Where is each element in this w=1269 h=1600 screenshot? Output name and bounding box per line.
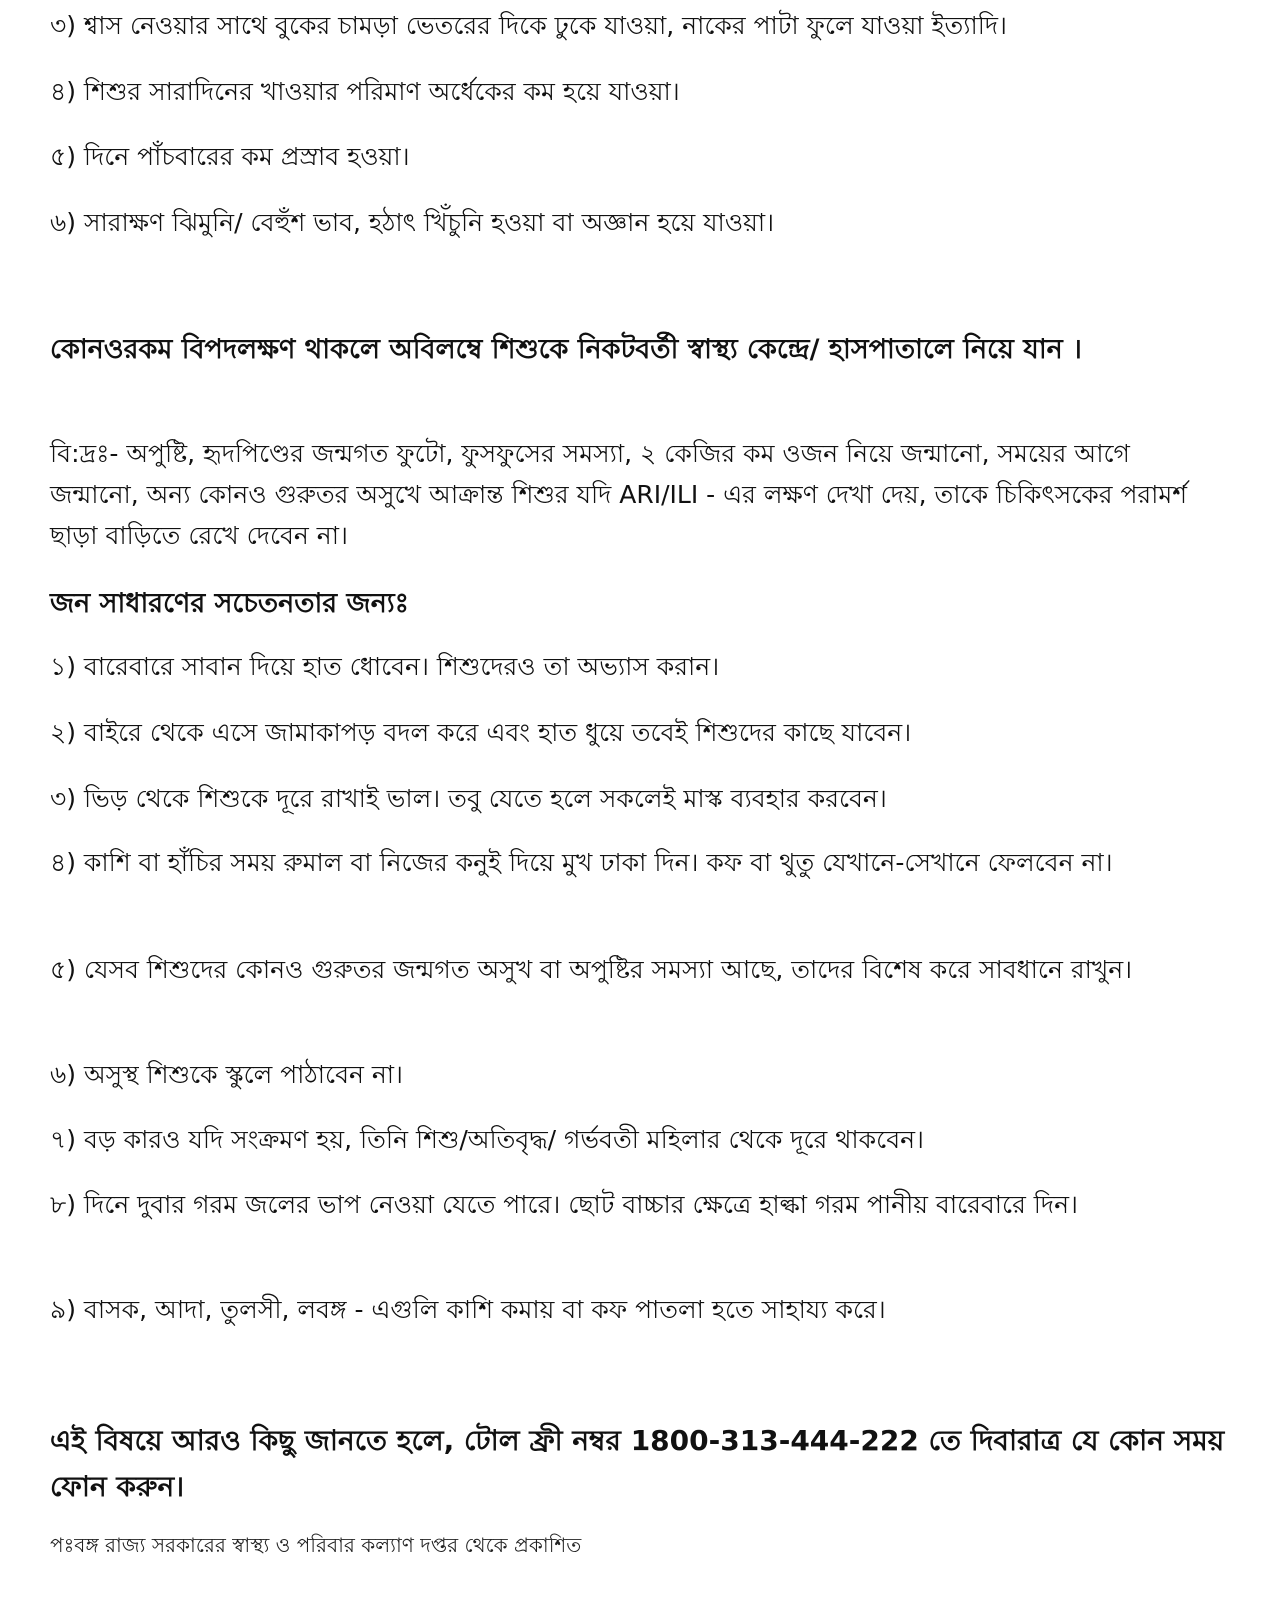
publisher-note: পঃবঙ্গ রাজ্য সরকারের স্বাস্থ্য ও পরিবার কল্যাণ দপ্তর থেকে প্রকাশিত <box>50 1533 582 1557</box>
awareness-item-3: ৩) ভিড় থেকে শিশুকে দূরে রাখাই ভাল। তবু যেতে হলে সকলেই মাস্ক ব্যবহার করবেন। <box>50 784 887 813</box>
danger-sign-5: ৫) দিনে পাঁচবারের কম প্রস্রাব হওয়া। <box>50 142 410 171</box>
special-note: বি:দ্রঃ- অপুষ্টি, হৃদপিণ্ডের জন্মগত ফুটো, ফুসফুসের সমস্যা, ২ কেজির কম ওজন নিয়ে জন্মানো, সময়ের আগে জন্মানো, অন্য কোনও গুরুতর অসুখে আক্রান্ত শিশুর যদি ARI/ILI - এর লক্ষণ দেখা দেয়, তাকে চিকিৎসকের পরামর্শ ছাড়া বাড়িতে রেখে দেবেন না। <box>50 439 1188 550</box>
danger-sign-6: ৬) সারাক্ষণ ঝিমুনি/ বেহুঁশ ভাব, হঠাৎ খিঁচুনি হওয়া বা অজ্ঞান হয়ে যাওয়া। <box>50 208 775 237</box>
helpline-notice: এই বিষয়ে আরও কিছু জানতে হলে, টোল ফ্রী নম্বর 1800-313-444-222 তে দিবারাত্র যে কোন সময় ফোন করুন। <box>50 1424 1225 1503</box>
awareness-item-8: ৮) দিনে দুবার গরম জলের ভাপ নেওয়া যেতে পারে। ছোট বাচ্চার ক্ষেত্রে হাল্কা গরম পানীয় বারেবারে দিন। <box>50 1190 1078 1219</box>
awareness-item-5: ৫) যেসব শিশুদের কোনও গুরুতর জন্মগত অসুখ বা অপুষ্টির সমস্যা আছে, তাদের বিশেষ করে সাবধানে রাখুন। <box>50 955 1133 984</box>
awareness-item-4: ৪) কাশি বা হাঁচির সময় রুমাল বা নিজের কনুই দিয়ে মুখ ঢাকা দিন। কফ বা থুতু যেখানে-সেখানে ফেলবেন না। <box>50 848 1113 877</box>
danger-sign-3: ৩) শ্বাস নেওয়ার সাথে বুকের চামড়া ভেতরের দিকে ঢুকে যাওয়া, নাকের পাটা ফুলে যাওয়া ইত্যাদি। <box>50 11 1007 40</box>
awareness-item-7: ৭) বড় কারও যদি সংক্রমণ হয়, তিনি শিশু/অতিবৃদ্ধ/ গর্ভবতী মহিলার থেকে দূরে থাকবেন। <box>50 1125 924 1154</box>
awareness-item-2: ২) বাইরে থেকে এসে জামাকাপড় বদল করে এবং হাত ধুয়ে তবেই শিশুদের কাছে যাবেন। <box>50 718 912 747</box>
urgent-notice: কোনওরকম বিপদলক্ষণ থাকলে অবিলম্বে শিশুকে নিকটবর্তী স্বাস্থ্য কেন্দ্রে/ হাসপাতালে নিয়ে যান । <box>50 334 1082 365</box>
awareness-item-1: ১) বারেবারে সাবান দিয়ে হাত ধোবেন। শিশুদেরও তা অভ্যাস করান। <box>50 652 720 681</box>
awareness-heading: জন সাধারণের সচেতনতার জন্যঃ <box>50 588 410 619</box>
awareness-item-6: ৬) অসুস্থ শিশুকে স্কুলে পাঠাবেন না। <box>50 1060 403 1089</box>
danger-sign-4: ৪) শিশুর সারাদিনের খাওয়ার পরিমাণ অর্ধেকের কম হয়ে যাওয়া। <box>50 77 680 106</box>
awareness-item-9: ৯) বাসক, আদা, তুলসী, লবঙ্গ - এগুলি কাশি কমায় বা কফ পাতলা হতে সাহায্য করে। <box>50 1295 886 1324</box>
